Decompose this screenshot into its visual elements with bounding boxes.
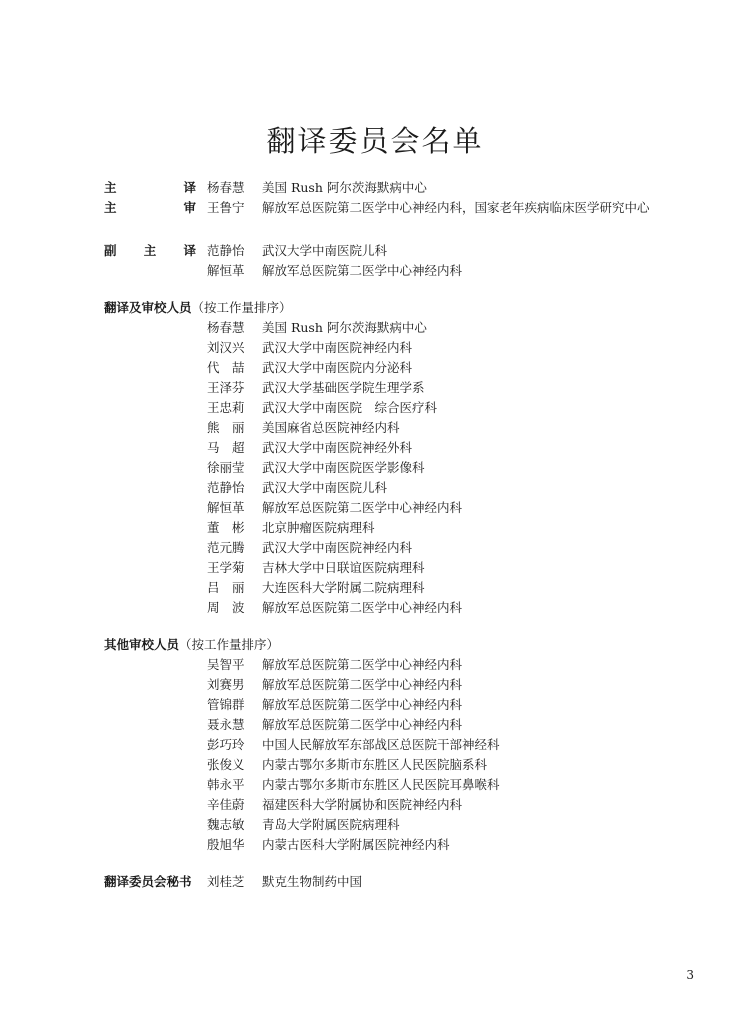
member-row — [0, 815, 750, 835]
member-name: 王鲁宁 — [207, 200, 245, 215]
leader-row — [0, 178, 750, 198]
secretary-section — [0, 872, 750, 892]
member-name: 董 彬 — [207, 520, 245, 535]
member-row — [0, 655, 750, 675]
secretary-row — [0, 872, 750, 892]
reviewers-heading-row — [0, 635, 750, 655]
member-name: 刘赛男 — [207, 677, 245, 692]
deputy-row — [0, 261, 750, 281]
member-row — [0, 558, 750, 578]
member-name: 熊 丽 — [207, 420, 245, 435]
translators-section — [0, 298, 750, 618]
member-row — [0, 398, 750, 418]
member-name: 杨春慧 — [207, 180, 245, 195]
member-name: 刘汉兴 — [207, 340, 245, 355]
page-number: 3 — [686, 968, 694, 982]
member-affiliation: 解放军总医院第二医学中心神经内科 — [262, 500, 463, 515]
leader-row — [0, 198, 750, 218]
member-row — [0, 358, 750, 378]
member-affiliation: 解放军总医院第二医学中心神经内科 — [262, 600, 463, 615]
member-name: 马 超 — [207, 440, 245, 455]
member-row — [0, 438, 750, 458]
member-name: 王忠莉 — [207, 400, 245, 415]
member-affiliation: 默克生物制药中国 — [262, 874, 363, 889]
member-affiliation: 解放军总医院第二医学中心神经内科 — [262, 657, 463, 672]
member-name: 范静怡 — [207, 480, 245, 495]
member-row — [0, 695, 750, 715]
member-name: 周 波 — [207, 600, 245, 615]
member-affiliation: 北京肿瘤医院病理科 — [262, 520, 375, 535]
member-name: 王学菊 — [207, 560, 245, 575]
role-char: 审 — [183, 200, 196, 215]
role-char: 译 — [183, 243, 196, 258]
member-name: 代 喆 — [207, 360, 245, 375]
member-name: 聂永慧 — [207, 717, 245, 732]
role-label — [104, 241, 196, 261]
member-row — [0, 675, 750, 695]
section-heading: 其他审校人员（按工作量排序） — [104, 637, 280, 652]
member-affiliation: 解放军总医院第二医学中心神经内科，国家老年疾病临床医学研究中心 — [262, 200, 650, 215]
reviewers-section — [0, 635, 750, 855]
member-affiliation: 内蒙古鄂尔多斯市东胜区人民医院脑系科 — [262, 757, 488, 772]
member-affiliation: 解放军总医院第二医学中心神经内科 — [262, 717, 463, 732]
member-row — [0, 835, 750, 855]
member-name: 吕 丽 — [207, 580, 245, 595]
member-row — [0, 418, 750, 438]
secretary-role: 翻译委员会秘书 — [104, 874, 192, 889]
member-name: 韩永平 — [207, 777, 245, 792]
member-affiliation: 武汉大学中南医院儿科 — [262, 480, 388, 495]
member-row — [0, 795, 750, 815]
member-row — [0, 458, 750, 478]
member-affiliation: 解放军总医院第二医学中心神经内科 — [262, 677, 463, 692]
role-char: 译 — [183, 180, 196, 195]
member-affiliation: 解放军总医院第二医学中心神经内科 — [262, 263, 463, 278]
member-name: 杨春慧 — [207, 320, 245, 335]
member-name: 辛佳蔚 — [207, 797, 245, 812]
member-row — [0, 318, 750, 338]
member-affiliation: 福建医科大学附属协和医院神经内科 — [262, 797, 463, 812]
translators-heading-row — [0, 298, 750, 318]
member-affiliation: 武汉大学中南医院 综合医疗科 — [262, 400, 438, 415]
member-name: 解恒革 — [207, 263, 245, 278]
member-affiliation: 中国人民解放军东部战区总医院干部神经科 — [262, 737, 500, 752]
member-name: 刘桂芝 — [207, 874, 245, 889]
deputy-row — [0, 241, 750, 261]
member-row — [0, 498, 750, 518]
member-name: 徐丽莹 — [207, 460, 245, 475]
member-affiliation: 美国 Rush 阿尔茨海默病中心 — [262, 320, 427, 335]
member-row — [0, 478, 750, 498]
role-char: 主 — [104, 200, 117, 215]
member-name: 范元腾 — [207, 540, 245, 555]
role-label — [104, 198, 196, 218]
member-row — [0, 338, 750, 358]
member-affiliation: 武汉大学中南医院儿科 — [262, 243, 388, 258]
chief-translator-section — [0, 178, 750, 218]
member-affiliation: 大连医科大学附属二院病理科 — [262, 580, 425, 595]
member-affiliation: 武汉大学中南医院内分泌科 — [262, 360, 413, 375]
deputy-translator-section — [0, 241, 750, 281]
member-row — [0, 755, 750, 775]
member-name: 殷旭华 — [207, 837, 245, 852]
member-affiliation: 武汉大学中南医院神经内科 — [262, 340, 413, 355]
member-row — [0, 518, 750, 538]
member-row — [0, 538, 750, 558]
member-affiliation: 青岛大学附属医院病理科 — [262, 817, 400, 832]
member-affiliation: 内蒙古鄂尔多斯市东胜区人民医院耳鼻喉科 — [262, 777, 500, 792]
member-row — [0, 715, 750, 735]
member-affiliation: 美国 Rush 阿尔茨海默病中心 — [262, 180, 427, 195]
member-row — [0, 775, 750, 795]
member-affiliation: 吉林大学中日联谊医院病理科 — [262, 560, 425, 575]
member-affiliation: 武汉大学中南医院神经外科 — [262, 440, 413, 455]
role-char: 主 — [104, 180, 117, 195]
member-name: 范静怡 — [207, 243, 245, 258]
member-affiliation: 武汉大学中南医院医学影像科 — [262, 460, 425, 475]
role-label — [104, 178, 196, 198]
member-affiliation: 武汉大学中南医院神经内科 — [262, 540, 413, 555]
member-row — [0, 378, 750, 398]
member-affiliation: 解放军总医院第二医学中心神经内科 — [262, 697, 463, 712]
member-name: 管锦群 — [207, 697, 245, 712]
member-row — [0, 578, 750, 598]
page-title: 翻译委员会名单 — [266, 124, 484, 159]
member-name: 魏志敏 — [207, 817, 245, 832]
member-name: 张俊义 — [207, 757, 245, 772]
member-row — [0, 735, 750, 755]
member-row — [0, 598, 750, 618]
member-name: 彭巧玲 — [207, 737, 245, 752]
section-heading: 翻译及审校人员（按工作量排序） — [104, 300, 292, 315]
role-char: 主 — [143, 243, 157, 258]
member-name: 吴智平 — [207, 657, 245, 672]
member-affiliation: 武汉大学基础医学院生理学系 — [262, 380, 425, 395]
member-name: 解恒革 — [207, 500, 245, 515]
member-affiliation: 美国麻省总医院神经内科 — [262, 420, 400, 435]
member-name: 王泽芬 — [207, 380, 245, 395]
member-affiliation: 内蒙古医科大学附属医院神经内科 — [262, 837, 450, 852]
role-char: 副 — [104, 243, 117, 258]
